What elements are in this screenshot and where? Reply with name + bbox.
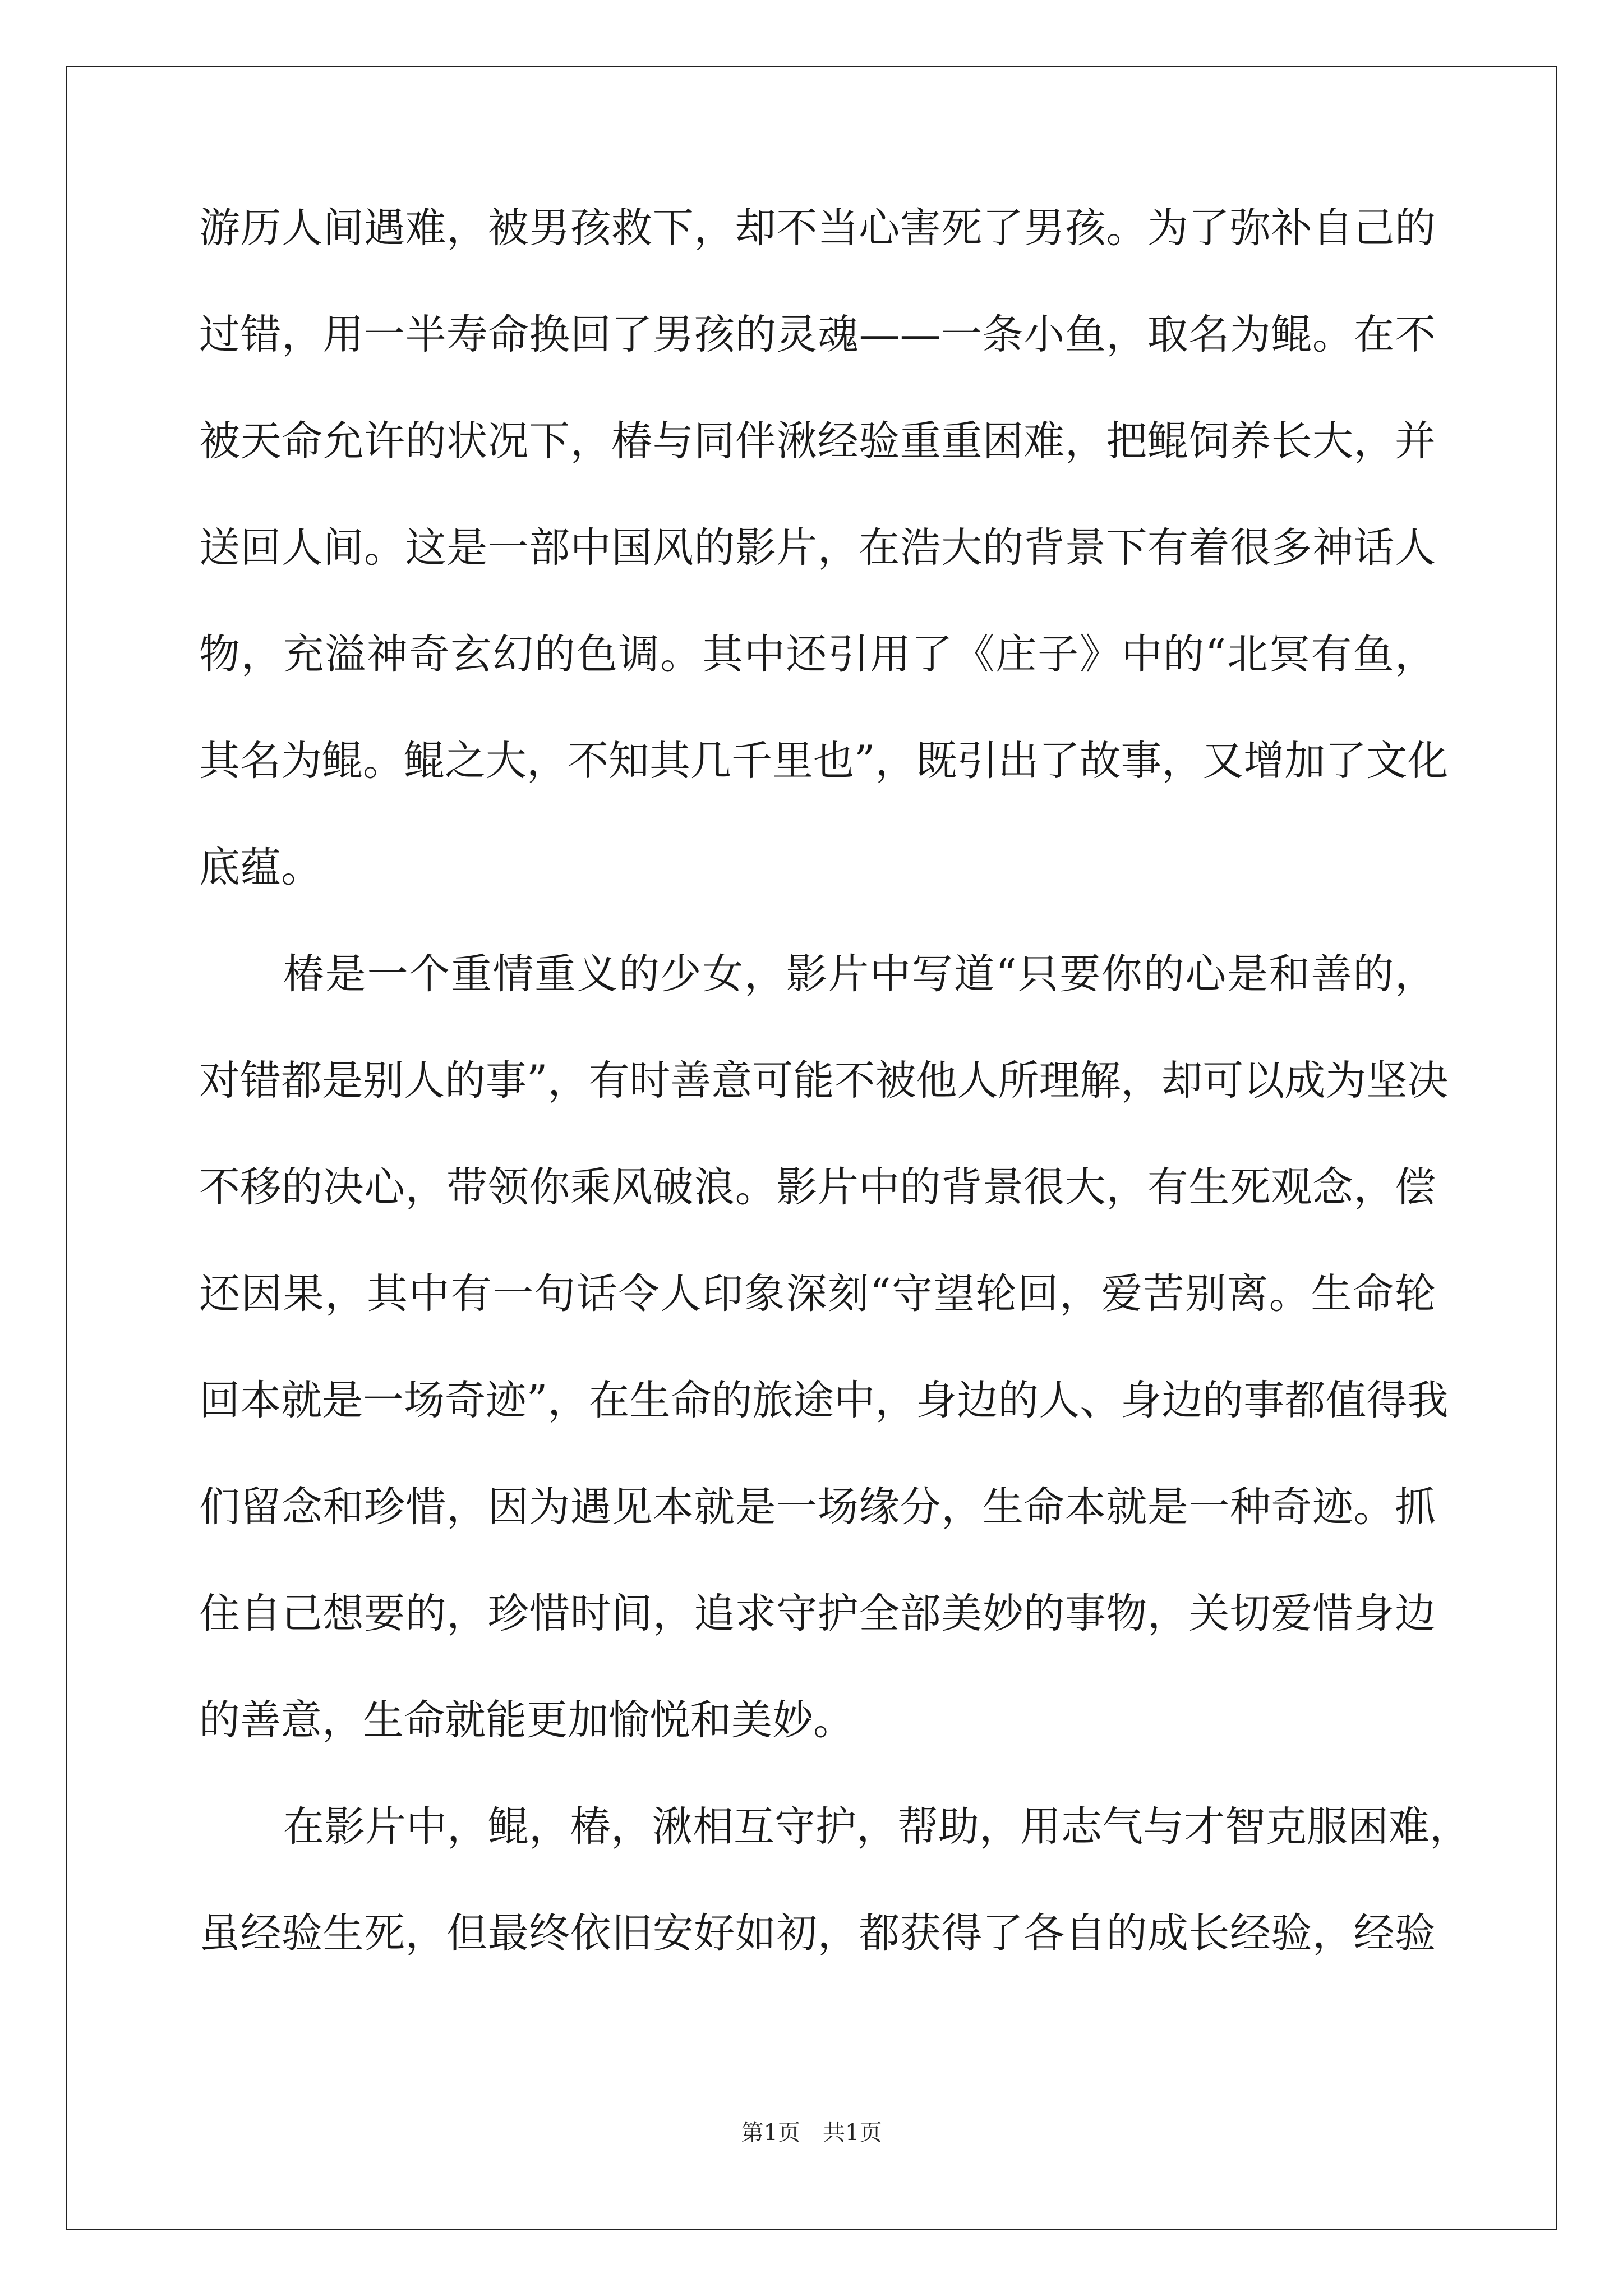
body-line: 住自己想要的，珍惜时间，追求守护全部美妙的事物，关切爱惜身边 <box>199 1590 1436 1637</box>
paragraph-first-line: 椿是一个重情重义的少女，影片中写道“只要你的心是和善的， <box>283 950 1436 998</box>
body-line: 的善意，生命就能更加愉悦和美妙。 <box>199 1696 854 1744</box>
body-line: 送回人间。这是一部中国风的影片，在浩大的背景下有着很多神话人 <box>199 524 1436 572</box>
body-line: 过错，用一半寿命换回了男孩的灵魂——一条小鱼，取名为鲲。在不 <box>199 311 1436 358</box>
page-footer <box>0 2122 1623 2144</box>
body-line: 其名为鲲。鲲之大，不知其几千里也”，既引出了故事，又增加了文化 <box>199 737 1449 785</box>
body-line: 游历人间遇难，被男孩救下，却不当心害死了男孩。为了弥补自己的 <box>199 204 1436 252</box>
document-body <box>199 204 1470 2019</box>
body-line: 不移的决心，带领你乘风破浪。影片中的背景很大，有生死观念，偿 <box>199 1163 1436 1211</box>
body-line: 底蕴。 <box>199 844 322 891</box>
body-line: 回本就是一场奇迹”，在生命的旅途中，身边的人、身边的事都值得我 <box>199 1377 1449 1424</box>
body-line: 物，充溢神奇玄幻的色调。其中还引用了《庄子》中的“北冥有鱼， <box>199 631 1436 678</box>
body-line: 们留念和珍惜，因为遇见本就是一场缘分，生命本就是一种奇迹。抓 <box>199 1483 1436 1531</box>
page-number-current: 第1页 <box>741 2120 800 2146</box>
body-line: 被天命允许的状况下，椿与同伴湫经验重重困难，把鲲饲养长大，并 <box>199 417 1436 465</box>
body-line: 虽经验生死，但最终依旧安好如初，都获得了各自的成长经验，经验 <box>199 1910 1436 1957</box>
page-number-total: 共1页 <box>823 2120 882 2146</box>
paragraph-first-line: 在影片中，鲲，椿，湫相互守护，帮助，用志气与才智克服困难， <box>283 1803 1470 1851</box>
body-line: 对错都是别人的事”，有时善意可能不被他人所理解，却可以成为坚决 <box>199 1057 1449 1105</box>
body-line: 还因果，其中有一句话令人印象深刻“守望轮回，爱苦别离。生命轮 <box>199 1270 1436 1318</box>
